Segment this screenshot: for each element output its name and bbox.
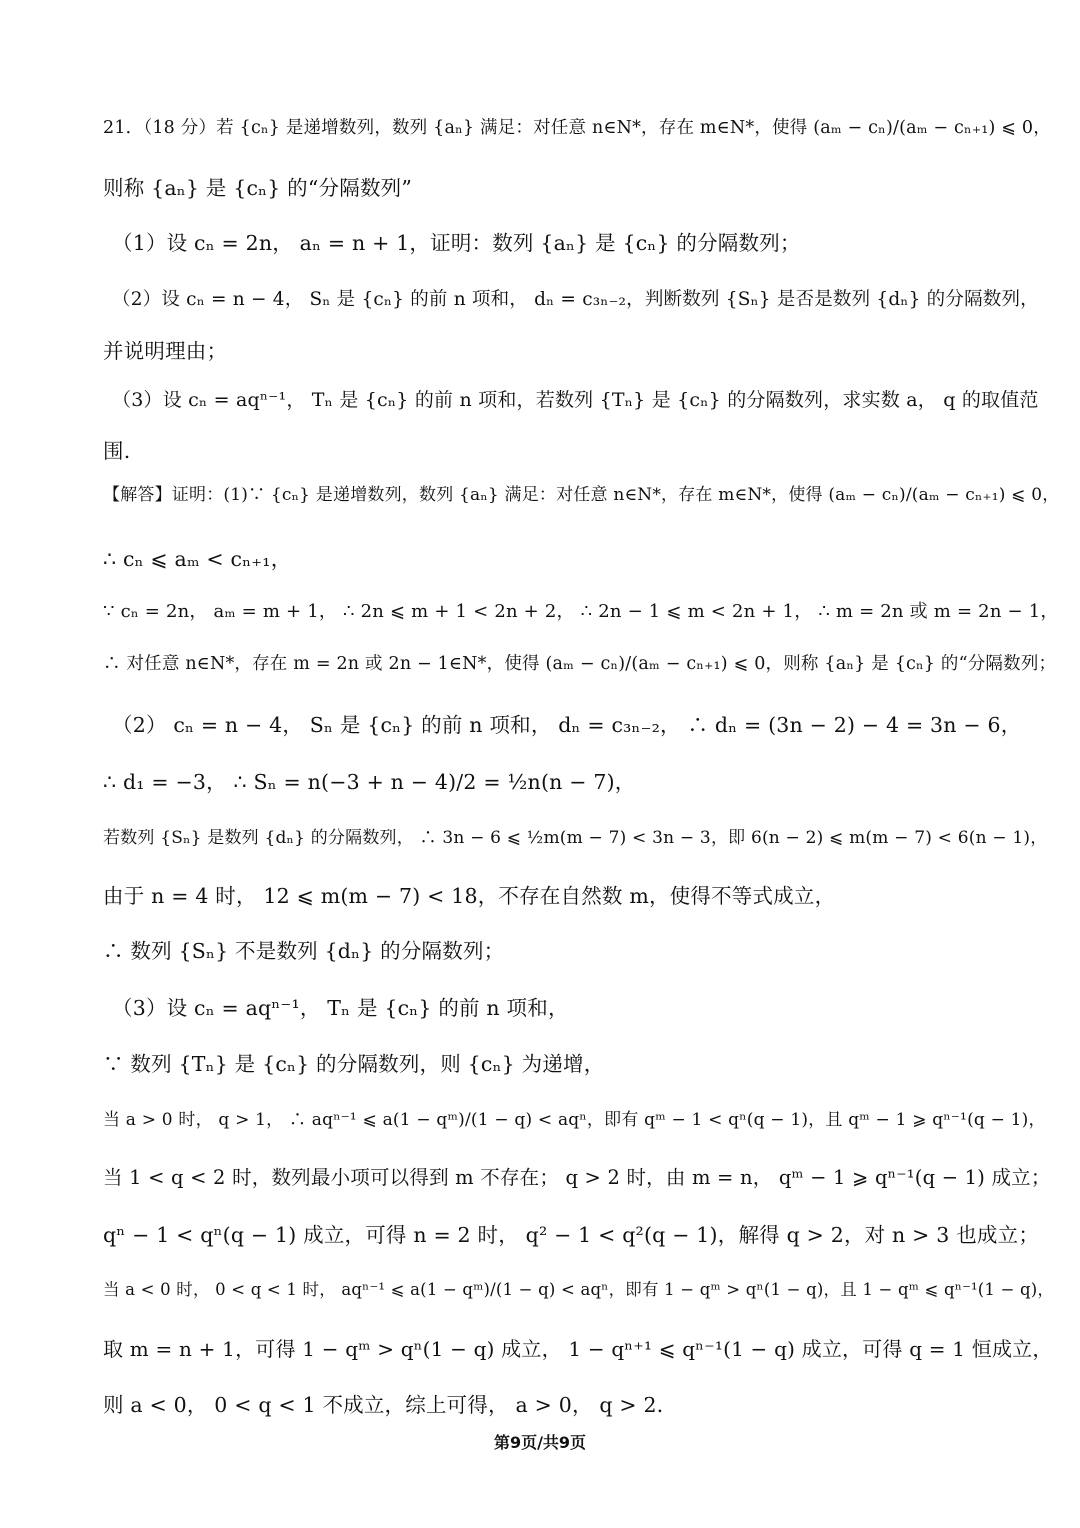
problem-part-3b: 围.	[103, 439, 131, 463]
solution-line: 当 1 < q < 2 时，数列最小项可以得到 m 不存在； q > 2 时，由 m = n， qᵐ − 1 ⩾ qⁿ⁻¹(q − 1) 成立；	[103, 1166, 1051, 1189]
solution-line: ∴ 对任意 n∈N*，存在 m = 2n 或 2n − 1∈N*，使得 (aₘ − cₙ)/(aₘ − cₙ₊₁) ⩽ 0，则称 {aₙ} 是 {cₙ} 的“分隔数列；	[103, 654, 1057, 674]
solution-line: 取 m = n + 1，可得 1 − qᵐ > qⁿ(1 − q) 成立， 1 − qⁿ⁺¹ ⩽ qⁿ⁻¹(1 − q) 成立，可得 q = 1 恒成立，	[103, 1337, 1053, 1361]
solution-line: 由于 n = 4 时， 12 ⩽ m(m − 7) < 18，不存在自然数 m，使得不等式成立，	[103, 884, 836, 908]
solution-line: ∵ 数列 {Tₙ} 是 {cₙ} 的分隔数列，则 {cₙ} 为递增，	[103, 1052, 605, 1076]
solution-line: ∴ 数列 {Sₙ} 不是数列 {dₙ} 的分隔数列；	[103, 939, 505, 963]
solution-line: （2） cₙ = n − 4， Sₙ 是 {cₙ} 的前 n 项和， dₙ = c₃ₙ₋₂， ∴ dₙ = (3n − 2) − 4 = 3n − 6，	[112, 713, 1022, 737]
solution-line: qⁿ − 1 < qⁿ(q − 1) 成立，可得 n = 2 时， q² − 1 < q²(q − 1)，解得 q > 2，对 n > 3 也成立；	[103, 1223, 1040, 1247]
solution-line: 【解答】证明：(1)∵ {cₙ} 是递增数列，数列 {aₙ} 满足：对任意 n∈N*，存在 m∈N*，使得 (aₘ − cₙ)/(aₘ − cₙ₊₁) ⩽ 0，	[103, 485, 1060, 505]
problem-part-2a: （2）设 cₙ = n − 4， Sₙ 是 {cₙ} 的前 n 项和， dₙ = c₃ₙ₋₂，判断数列 {Sₙ} 是否是数列 {dₙ} 的分隔数列，	[112, 289, 1039, 310]
solution-line: 当 a < 0 时， 0 < q < 1 时， aqⁿ⁻¹ ⩽ a(1 − qᵐ)/(1 − q) < aqⁿ，即有 1 − qᵐ > qⁿ(1 − q)，且 1 − qᵐ ⩽ qⁿ⁻¹(1 − q)，	[103, 1280, 1055, 1299]
problem-part-2b: 并说明理由；	[103, 339, 228, 363]
page-number: 第9页/共9页	[493, 1433, 587, 1452]
solution-line: ∵ cₙ = 2n， aₘ = m + 1， ∴ 2n ⩽ m + 1 < 2n + 2， ∴ 2n − 1 ⩽ m < 2n + 1， ∴ m = 2n 或 m = 2n − 1，	[103, 601, 1059, 622]
solution-line: 若数列 {Sₙ} 是数列 {dₙ} 的分隔数列， ∴ 3n − 6 ⩽ ½m(m − 7) < 3n − 3，即 6(n − 2) ⩽ m(m − 7) < 6(n − 1)，	[103, 828, 1048, 848]
problem-part-3a: （3）设 cₙ = aqⁿ⁻¹， Tₙ 是 {cₙ} 的前 n 项和，若数列 {Tₙ} 是 {cₙ} 的分隔数列，求实数 a， q 的取值范	[112, 389, 1039, 411]
problem-line-2: 则称 {aₙ} 是 {cₙ} 的“分隔数列”	[103, 176, 413, 200]
solution-line: ∴ cₙ ⩽ aₘ < cₙ₊₁，	[103, 547, 292, 571]
solution-line: （3）设 cₙ = aqⁿ⁻¹， Tₙ 是 {cₙ} 的前 n 项和，	[112, 996, 569, 1020]
problem-part-1: （1）设 cₙ = 2n， aₙ = n + 1，证明：数列 {aₙ} 是 {cₙ} 的分隔数列；	[112, 231, 801, 255]
solution-line: 则 a < 0， 0 < q < 1 不成立，综上可得， a > 0， q > 2．	[103, 1393, 678, 1417]
solution-line: ∴ d₁ = −3， ∴ Sₙ = n(−3 + n − 4)/2 = ½n(n − 7)，	[103, 770, 636, 794]
solution-line: 当 a > 0 时， q > 1， ∴ aqⁿ⁻¹ ⩽ a(1 − qᵐ)/(1 − q) < aqⁿ，即有 qᵐ − 1 < qⁿ(q − 1)，且 qᵐ − 1 ⩾ qⁿ⁻¹(q − 1)，	[103, 1110, 1046, 1130]
problem-line-1: 21．（18 分）若 {cₙ} 是递增数列，数列 {aₙ} 满足：对任意 n∈N*，存在 m∈N*，使得 (aₘ − cₙ)/(aₘ − cₙ₊₁) ⩽ 0，	[103, 118, 1051, 138]
